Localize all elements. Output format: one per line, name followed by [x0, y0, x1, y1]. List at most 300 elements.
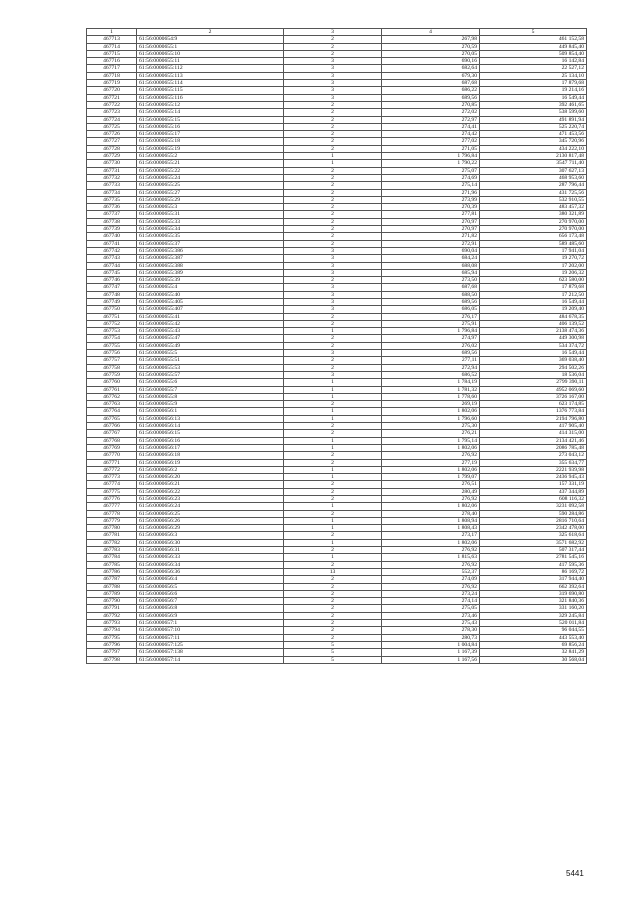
- cadastral-number-cell: 61:56:0000655:25: [137, 182, 284, 189]
- row-id-cell: 467778: [87, 510, 137, 517]
- group-cell: 2: [284, 277, 382, 284]
- cadastral-number-cell: 61:56:0000656:2: [137, 466, 284, 473]
- value-cell: 520 011,84: [480, 620, 587, 627]
- cadastral-number-cell: 61:56:0000656:24: [137, 503, 284, 510]
- group-cell: 2: [284, 101, 382, 108]
- area-cell: 274,09: [382, 576, 480, 583]
- table-row: [87, 313, 587, 320]
- row-id-cell: 467718: [87, 72, 137, 79]
- table-row: [87, 269, 587, 276]
- value-cell: 17 879,68: [480, 80, 587, 87]
- table-row: [87, 174, 587, 181]
- area-cell: 275,43: [382, 620, 480, 627]
- row-id-cell: 467755: [87, 342, 137, 349]
- row-id-cell: 467746: [87, 277, 137, 284]
- row-id-cell: 467764: [87, 408, 137, 415]
- area-cell: 269,19: [382, 401, 480, 408]
- cadastral-number-cell: 61:56:0000656:5: [137, 583, 284, 590]
- table-row: [87, 452, 587, 459]
- table-row: [87, 87, 587, 94]
- table-row: [87, 328, 587, 335]
- table-row: [87, 298, 587, 305]
- table-row: [87, 153, 587, 160]
- value-cell: 69 856,24: [480, 641, 587, 648]
- cadastral-number-cell: 61:56:0000656:7: [137, 598, 284, 605]
- cadastral-number-cell: 61:56:0000655:42: [137, 320, 284, 327]
- group-cell: 3: [284, 298, 382, 305]
- cadastral-number-cell: 61:56:0000656:3: [137, 532, 284, 539]
- group-cell: 2: [284, 364, 382, 371]
- value-cell: 538 599,60: [480, 109, 587, 116]
- area-cell: 276,51: [382, 481, 480, 488]
- table-row: [87, 65, 587, 72]
- group-cell: 2: [284, 233, 382, 240]
- cadastral-number-cell: 61:56:0000656:16: [137, 437, 284, 444]
- data-table: [86, 28, 587, 664]
- table-row: [87, 539, 587, 546]
- cadastral-number-cell: 61:56:0000657:10: [137, 627, 284, 634]
- area-cell: 1 784,19: [382, 379, 480, 386]
- cadastral-number-cell: 61:56:0000656:6: [137, 590, 284, 597]
- group-cell: 2: [284, 605, 382, 612]
- area-cell: 270,39: [382, 204, 480, 211]
- row-id-cell: 467780: [87, 525, 137, 532]
- area-cell: 1 004,84: [382, 641, 480, 648]
- group-cell: 3: [284, 87, 382, 94]
- area-cell: 274,14: [382, 598, 480, 605]
- group-cell: 2: [284, 547, 382, 554]
- group-cell: 2: [284, 116, 382, 123]
- table-row: [87, 335, 587, 342]
- group-cell: 3: [284, 65, 382, 72]
- row-id-cell: 467737: [87, 211, 137, 218]
- value-cell: 406 139,52: [480, 320, 587, 327]
- table-row: [87, 247, 587, 254]
- row-id-cell: 467739: [87, 226, 137, 233]
- table-row: [87, 386, 587, 393]
- group-cell: 13: [284, 568, 382, 575]
- table-row: [87, 36, 587, 43]
- row-id-cell: 467754: [87, 335, 137, 342]
- group-cell: 1: [284, 444, 382, 451]
- area-cell: 280,49: [382, 488, 480, 495]
- value-cell: 345 720,96: [480, 138, 587, 145]
- row-id-cell: 467773: [87, 474, 137, 481]
- row-id-cell: 467770: [87, 452, 137, 459]
- area-cell: 270,05: [382, 50, 480, 57]
- cadastral-number-cell: 61:56:0000656:26: [137, 517, 284, 524]
- table-row: [87, 481, 587, 488]
- value-cell: 325 618,64: [480, 532, 587, 539]
- group-cell: 3: [284, 94, 382, 101]
- cadastral-number-cell: 61:56:0000655:40: [137, 291, 284, 298]
- table-row: [87, 101, 587, 108]
- value-cell: 17 879,68: [480, 284, 587, 291]
- group-cell: 2: [284, 488, 382, 495]
- value-cell: 2799 390,11: [480, 379, 587, 386]
- table-row: [87, 364, 587, 371]
- table-row: [87, 196, 587, 203]
- area-cell: 276,92: [382, 452, 480, 459]
- area-cell: 688,50: [382, 291, 480, 298]
- group-cell: 2: [284, 36, 382, 43]
- area-cell: 685,94: [382, 269, 480, 276]
- group-cell: 1: [284, 517, 382, 524]
- table-row: [87, 94, 587, 101]
- group-cell: 2: [284, 131, 382, 138]
- value-cell: 449 845,40: [480, 43, 587, 50]
- value-cell: 623 580,00: [480, 277, 587, 284]
- cadastral-number-cell: 61:56:0000655:49: [137, 342, 284, 349]
- value-cell: 287 796,44: [480, 182, 587, 189]
- table-row: [87, 320, 587, 327]
- row-id-cell: 467752: [87, 320, 137, 327]
- cadastral-number-cell: 61:56:0000656:13: [137, 415, 284, 422]
- area-cell: 689,56: [382, 94, 480, 101]
- value-cell: 16 549,44: [480, 350, 587, 357]
- value-cell: 19 206,32: [480, 269, 587, 276]
- area-cell: 275,14: [382, 182, 480, 189]
- group-cell: 2: [284, 423, 382, 430]
- row-id-cell: 467784: [87, 554, 137, 561]
- value-cell: 355 634,77: [480, 459, 587, 466]
- value-cell: 2086 785,48: [480, 444, 587, 451]
- value-cell: 392 461,65: [480, 101, 587, 108]
- cadastral-number-cell: 61:56:0000656:36: [137, 568, 284, 575]
- row-id-cell: 467794: [87, 627, 137, 634]
- header-col-4: 4: [382, 29, 480, 36]
- row-id-cell: 467772: [87, 466, 137, 473]
- group-cell: 5: [284, 649, 382, 656]
- cadastral-number-cell: 61:56:0000656:33: [137, 554, 284, 561]
- row-id-cell: 467730: [87, 160, 137, 167]
- area-cell: 272,97: [382, 116, 480, 123]
- group-cell: 1: [284, 328, 382, 335]
- group-cell: 2: [284, 598, 382, 605]
- area-cell: 276,92: [382, 583, 480, 590]
- group-cell: 2: [284, 452, 382, 459]
- value-cell: 2221 939,98: [480, 466, 587, 473]
- group-cell: 1: [284, 393, 382, 400]
- cadastral-number-cell: 61:56:0000656:18: [137, 452, 284, 459]
- row-id-cell: 467743: [87, 255, 137, 262]
- cadastral-number-cell: 61:56:0000656:14: [137, 423, 284, 430]
- value-cell: 18 536,04: [480, 371, 587, 378]
- area-cell: 1 167,56: [382, 656, 480, 663]
- area-cell: 686,05: [382, 306, 480, 313]
- table-row: [87, 218, 587, 225]
- row-id-cell: 467749: [87, 298, 137, 305]
- area-cell: 275,07: [382, 167, 480, 174]
- value-cell: 532 910,55: [480, 196, 587, 203]
- cadastral-number-cell: 61:56:0000655:22: [137, 167, 284, 174]
- row-id-cell: 467727: [87, 138, 137, 145]
- row-id-cell: 467714: [87, 43, 137, 50]
- area-cell: 679,30: [382, 72, 480, 79]
- cadastral-number-cell: 61:56:0000655:388: [137, 262, 284, 269]
- table-row: [87, 262, 587, 269]
- value-cell: 270 970,00: [480, 218, 587, 225]
- cadastral-number-cell: 61:56:0000655:27: [137, 189, 284, 196]
- row-id-cell: 467729: [87, 153, 137, 160]
- area-cell: 1 790,22: [382, 160, 480, 167]
- cadastral-number-cell: 61:56:0000655:5: [137, 350, 284, 357]
- row-id-cell: 467759: [87, 371, 137, 378]
- cadastral-number-cell: 61:56:0000657:14: [137, 656, 284, 663]
- area-cell: 272,02: [382, 109, 480, 116]
- value-cell: 2816 710,64: [480, 517, 587, 524]
- table-row: [87, 50, 587, 57]
- table-body: [87, 36, 587, 664]
- cadastral-number-cell: 61:56:0000655:405: [137, 298, 284, 305]
- table-row: [87, 561, 587, 568]
- group-cell: 2: [284, 481, 382, 488]
- table-row: [87, 306, 587, 313]
- area-cell: 273,46: [382, 612, 480, 619]
- value-cell: 2130 817,48: [480, 153, 587, 160]
- table-row: [87, 547, 587, 554]
- row-id-cell: 467766: [87, 423, 137, 430]
- row-id-cell: 467732: [87, 174, 137, 181]
- row-id-cell: 467715: [87, 50, 137, 57]
- value-cell: 414 315,00: [480, 430, 587, 437]
- value-cell: 437 344,89: [480, 488, 587, 495]
- cadastral-number-cell: 61:56:0000655:116: [137, 94, 284, 101]
- group-cell: 2: [284, 145, 382, 152]
- group-cell: 1: [284, 379, 382, 386]
- row-id-cell: 467725: [87, 123, 137, 130]
- table-row: [87, 240, 587, 247]
- row-id-cell: 467795: [87, 634, 137, 641]
- area-cell: 276,92: [382, 547, 480, 554]
- cadastral-number-cell: 61:56:0000655:8: [137, 393, 284, 400]
- cadastral-number-cell: 61:56:0000655:37: [137, 240, 284, 247]
- table-row: [87, 204, 587, 211]
- table-row: [87, 627, 587, 634]
- area-cell: 280,73: [382, 634, 480, 641]
- row-id-cell: 467798: [87, 656, 137, 663]
- cadastral-number-cell: 61:56:0000657:125: [137, 641, 284, 648]
- row-id-cell: 467726: [87, 131, 137, 138]
- row-id-cell: 467774: [87, 481, 137, 488]
- row-id-cell: 467781: [87, 532, 137, 539]
- row-id-cell: 467785: [87, 561, 137, 568]
- cadastral-number-cell: 61:56:0000655:18: [137, 138, 284, 145]
- row-id-cell: 467779: [87, 517, 137, 524]
- table-row: [87, 517, 587, 524]
- cadastral-number-cell: 61:56:0000655:4: [137, 284, 284, 291]
- value-cell: 19 270,72: [480, 255, 587, 262]
- area-cell: 278,40: [382, 510, 480, 517]
- cadastral-number-cell: 61:56:0000655:407: [137, 306, 284, 313]
- group-cell: 2: [284, 109, 382, 116]
- area-cell: 272,94: [382, 364, 480, 371]
- table-row: [87, 605, 587, 612]
- row-id-cell: 467738: [87, 218, 137, 225]
- value-cell: 86 169,72: [480, 568, 587, 575]
- area-cell: 1 802,06: [382, 503, 480, 510]
- table-row: [87, 189, 587, 196]
- table-row: [87, 612, 587, 619]
- cadastral-number-cell: 61:56:0000656:21: [137, 481, 284, 488]
- group-cell: 2: [284, 590, 382, 597]
- value-cell: 369 038,40: [480, 357, 587, 364]
- group-cell: 2: [284, 342, 382, 349]
- cadastral-number-cell: 61:56:0000656:34: [137, 561, 284, 568]
- table-row: [87, 255, 587, 262]
- row-id-cell: 467717: [87, 65, 137, 72]
- row-id-cell: 467793: [87, 620, 137, 627]
- value-cell: 471 453,56: [480, 131, 587, 138]
- value-cell: 3547 711,40: [480, 160, 587, 167]
- table-row: [87, 503, 587, 510]
- row-id-cell: 467735: [87, 196, 137, 203]
- area-cell: 273,24: [382, 590, 480, 597]
- table-row: [87, 371, 587, 378]
- row-id-cell: 467789: [87, 590, 137, 597]
- row-id-cell: 467777: [87, 503, 137, 510]
- table-row: [87, 649, 587, 656]
- value-cell: 534 374,72: [480, 342, 587, 349]
- value-cell: 2342 478,00: [480, 525, 587, 532]
- area-cell: 270,97: [382, 218, 480, 225]
- group-cell: 2: [284, 576, 382, 583]
- group-cell: 3: [284, 80, 382, 87]
- table-row: [87, 284, 587, 291]
- table-row: [87, 525, 587, 532]
- table-row: [87, 444, 587, 451]
- area-cell: 1 802,06: [382, 444, 480, 451]
- value-cell: 16 142,84: [480, 58, 587, 65]
- value-cell: 449 300,98: [480, 335, 587, 342]
- table-row: [87, 226, 587, 233]
- value-cell: 321 840,36: [480, 598, 587, 605]
- value-cell: 2781 545,16: [480, 554, 587, 561]
- group-cell: 2: [284, 182, 382, 189]
- cadastral-number-cell: 61:56:0000655:2: [137, 153, 284, 160]
- row-id-cell: 467765: [87, 415, 137, 422]
- group-cell: 2: [284, 561, 382, 568]
- group-cell: 2: [284, 174, 382, 181]
- area-cell: 684,24: [382, 255, 480, 262]
- row-id-cell: 467786: [87, 568, 137, 575]
- group-cell: 2: [284, 204, 382, 211]
- table-row: [87, 211, 587, 218]
- row-id-cell: 467741: [87, 240, 137, 247]
- area-cell: 686,52: [382, 371, 480, 378]
- cadastral-number-cell: 61:56:0000655:15: [137, 116, 284, 123]
- table-row: [87, 277, 587, 284]
- value-cell: 1376 773,84: [480, 408, 587, 415]
- group-cell: 2: [284, 357, 382, 364]
- area-cell: 276,21: [382, 430, 480, 437]
- table-row: [87, 379, 587, 386]
- cadastral-number-cell: 61:56:0000656:23: [137, 496, 284, 503]
- page-number: 5441: [566, 869, 584, 878]
- area-cell: 276,92: [382, 496, 480, 503]
- group-cell: 2: [284, 211, 382, 218]
- header-col-1: 1: [87, 29, 137, 36]
- cadastral-number-cell: 61:56:0000655:386: [137, 247, 284, 254]
- area-cell: 274,42: [382, 131, 480, 138]
- table-row: [87, 167, 587, 174]
- value-cell: 16 549,44: [480, 94, 587, 101]
- area-cell: 273,50: [382, 277, 480, 284]
- group-cell: 1: [284, 386, 382, 393]
- area-cell: 1 802,06: [382, 466, 480, 473]
- cadastral-number-cell: 61:56:0000657:11: [137, 634, 284, 641]
- area-cell: 274,41: [382, 123, 480, 130]
- cadastral-number-cell: 61:56:0000656:29: [137, 525, 284, 532]
- group-cell: 5: [284, 656, 382, 663]
- group-cell: 2: [284, 430, 382, 437]
- value-cell: 96 044,55: [480, 627, 587, 634]
- group-cell: 3: [284, 350, 382, 357]
- row-id-cell: 467740: [87, 233, 137, 240]
- value-cell: 2134 421,46: [480, 437, 587, 444]
- area-cell: 682,64: [382, 65, 480, 72]
- value-cell: 157 331,19: [480, 481, 587, 488]
- cadastral-number-cell: 61:56:0000655:1: [137, 43, 284, 50]
- row-id-cell: 467720: [87, 87, 137, 94]
- cadastral-number-cell: 61:56:0000655:34: [137, 226, 284, 233]
- area-cell: 1 808,94: [382, 517, 480, 524]
- value-cell: 2194 796,80: [480, 415, 587, 422]
- group-cell: 2: [284, 123, 382, 130]
- cadastral-number-cell: 61:56:0000656:8: [137, 605, 284, 612]
- area-cell: 275,30: [382, 423, 480, 430]
- area-cell: 271,96: [382, 189, 480, 196]
- cadastral-number-cell: 61:56:0000655:115: [137, 87, 284, 94]
- value-cell: 317 944,40: [480, 576, 587, 583]
- table-row: [87, 182, 587, 189]
- row-id-cell: 467745: [87, 269, 137, 276]
- cadastral-number-cell: 61:56:0000655:33: [137, 218, 284, 225]
- group-cell: 2: [284, 138, 382, 145]
- cadastral-number-cell: 61:56:0000655:17: [137, 131, 284, 138]
- group-cell: 2: [284, 167, 382, 174]
- value-cell: 589 485,60: [480, 240, 587, 247]
- area-cell: 1 796,84: [382, 153, 480, 160]
- table-row: [87, 109, 587, 116]
- group-cell: 2: [284, 189, 382, 196]
- value-cell: 2138 474,36: [480, 328, 587, 335]
- group-cell: 2: [284, 226, 382, 233]
- group-cell: 2: [284, 50, 382, 57]
- table-row: [87, 72, 587, 79]
- row-id-cell: 467750: [87, 306, 137, 313]
- area-cell: 274,69: [382, 174, 480, 181]
- value-cell: 16 549,44: [480, 298, 587, 305]
- cadastral-number-cell: 61:56:0000656:17: [137, 444, 284, 451]
- cadastral-number-cell: 61:56:0000655:53: [137, 364, 284, 371]
- group-cell: 2: [284, 532, 382, 539]
- table-row: [87, 466, 587, 473]
- value-cell: 331 160,20: [480, 605, 587, 612]
- area-cell: 686,22: [382, 87, 480, 94]
- cadastral-number-cell: 61:56:0000656:22: [137, 488, 284, 495]
- header-col-3: 3: [284, 29, 382, 36]
- row-id-cell: 467768: [87, 437, 137, 444]
- group-cell: 3: [284, 255, 382, 262]
- area-cell: 274,97: [382, 335, 480, 342]
- row-id-cell: 467761: [87, 386, 137, 393]
- group-cell: 2: [284, 43, 382, 50]
- group-cell: 2: [284, 196, 382, 203]
- row-id-cell: 467751: [87, 313, 137, 320]
- area-cell: 1 802,06: [382, 539, 480, 546]
- row-id-cell: 467775: [87, 488, 137, 495]
